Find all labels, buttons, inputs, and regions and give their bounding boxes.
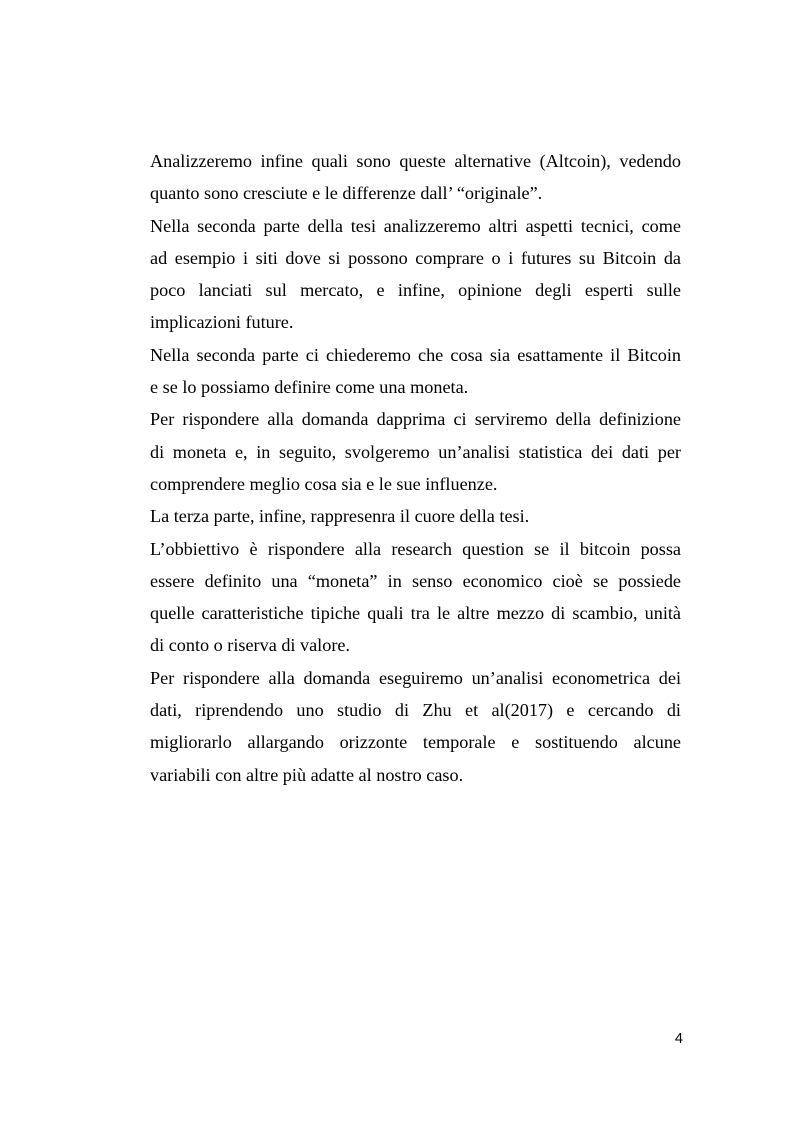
text-line: di moneta e, in seguito, svolgeremo un’analisi statistica dei dati per: [150, 441, 681, 462]
paragraph: [150, 500, 681, 532]
text-line: Nella seconda parte ci chiederemo che cosa sia esattamente il Bitcoin: [150, 344, 681, 365]
page-number: 4: [674, 1031, 683, 1047]
text-line: essere definito una “moneta” in senso economico cioè se possiede: [150, 570, 681, 591]
paragraph: [150, 662, 681, 791]
body-text: [150, 145, 681, 791]
text-line: La terza parte, infine, rappresenra il cuore della tesi.: [150, 506, 530, 527]
text-line: comprendere meglio cosa sia e le sue influenze.: [150, 473, 498, 494]
paragraph: [150, 210, 681, 339]
text-line: Analizzeremo infine quali sono queste alternative (Altcoin), vedendo: [150, 151, 681, 171]
paragraph: [150, 145, 681, 210]
text-line: Per rispondere alla domanda eseguiremo un’analisi econometrica dei: [150, 667, 681, 688]
text-line: implicazioni future.: [150, 312, 294, 333]
text-line: dati, riprendendo uno studio di Zhu et al(2017) e cercando di: [150, 700, 681, 721]
text-line: di conto o riserva di valore.: [150, 635, 351, 656]
text-line: ad esempio i siti dove si possono comprare o i futures su Bitcoin da: [150, 247, 681, 268]
text-line: Per rispondere alla domanda dapprima ci serviremo della definizione: [150, 409, 681, 430]
text-line: quanto sono cresciute e le differenze dall’ “originale”.: [150, 183, 543, 204]
paragraph: [150, 533, 681, 662]
text-line: L’obbiettivo è rispondere alla research question se il bitcoin possa: [150, 538, 681, 559]
text-line: e se lo possiamo definire come una moneta.: [150, 377, 469, 398]
text-line: variabili con altre più adatte al nostro caso.: [150, 764, 464, 785]
text-line: poco lanciati sul mercato, e infine, opinione degli esperti sulle: [150, 280, 681, 301]
text-line: quelle caratteristiche tipiche quali tra le altre mezzo di scambio, unità: [150, 603, 681, 624]
paragraph: [150, 403, 681, 500]
text-line: Nella seconda parte della tesi analizzeremo altri aspetti tecnici, come: [150, 215, 681, 236]
paragraph: [150, 339, 681, 404]
text-line: migliorarlo allargando orizzonte temporale e sostituendo alcune: [150, 732, 681, 753]
